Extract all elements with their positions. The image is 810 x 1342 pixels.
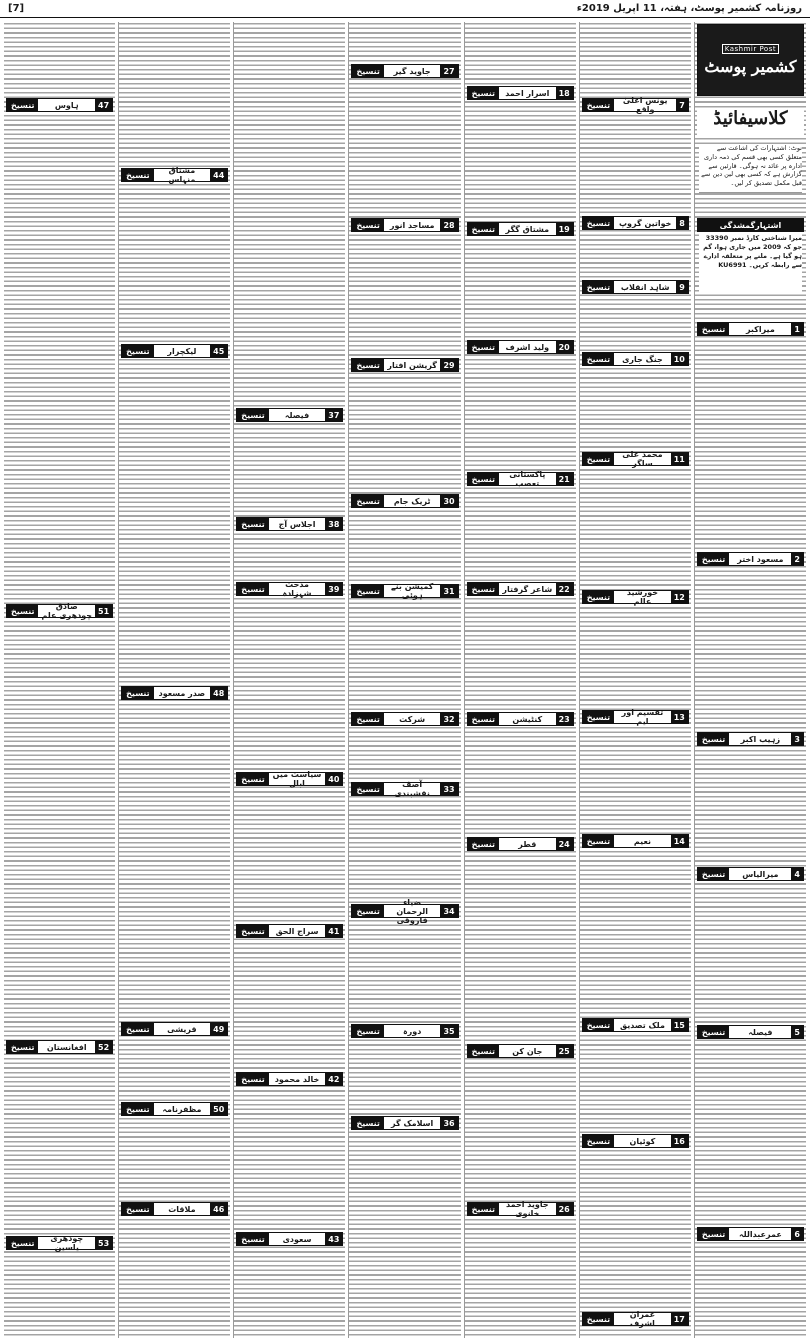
entry-name: سراج الحق bbox=[275, 926, 319, 936]
entry-label: تنسیخ bbox=[237, 583, 268, 595]
entry-name: سعودی bbox=[282, 1234, 312, 1244]
entry-header bbox=[467, 837, 574, 851]
entry-header bbox=[236, 408, 343, 422]
entry-label: تنسیخ bbox=[237, 518, 268, 530]
entry-number: 42 bbox=[325, 1073, 342, 1085]
entry-header bbox=[121, 344, 228, 358]
entry-name: مساجد انور bbox=[389, 220, 435, 230]
entry-number: 25 bbox=[556, 1045, 573, 1057]
entry-header bbox=[582, 1134, 689, 1148]
entry-name: شاہد انقلاب bbox=[620, 282, 670, 292]
entry-number: 31 bbox=[440, 585, 457, 597]
entry-name: عمرعبداللہ bbox=[738, 1229, 782, 1239]
entry-header bbox=[6, 604, 113, 618]
entry-header bbox=[697, 1227, 804, 1241]
entry-number: 39 bbox=[325, 583, 342, 595]
entry-header bbox=[236, 517, 343, 531]
entry-name: مشتاق گگر bbox=[505, 224, 550, 234]
entry-header bbox=[582, 1312, 689, 1326]
column-7 bbox=[4, 22, 115, 1338]
entry-header bbox=[467, 340, 574, 354]
entry-label: تنسیخ bbox=[698, 1026, 729, 1038]
ads-section-title: اشتہارگمشدگی bbox=[697, 218, 804, 232]
entry-number: 24 bbox=[556, 838, 573, 850]
entry-header bbox=[697, 867, 804, 881]
masthead-logo bbox=[697, 24, 804, 96]
entry-label: تنسیخ bbox=[583, 281, 614, 293]
entry-number: 51 bbox=[95, 605, 112, 617]
entry-number: 53 bbox=[95, 1237, 112, 1249]
entry-header bbox=[582, 710, 689, 724]
entry-header bbox=[121, 168, 228, 182]
entry-label: تنسیخ bbox=[698, 553, 729, 565]
entry-name: شاعر گرفتار bbox=[502, 584, 553, 594]
column-1 bbox=[694, 22, 806, 1338]
entry-name: اسلامک گر bbox=[391, 1118, 434, 1128]
page-number: [7] bbox=[8, 3, 25, 14]
entry-name: مسعود اختر bbox=[737, 554, 784, 564]
entry-name: شرکت bbox=[399, 714, 426, 724]
entry-number: 47 bbox=[95, 99, 112, 111]
entry-header bbox=[467, 1202, 574, 1216]
entry-label: تنسیخ bbox=[237, 1073, 268, 1085]
entry-name: قریشی bbox=[167, 1024, 197, 1034]
entry-label: تنسیخ bbox=[237, 409, 268, 421]
notice-text: نوٹ: اشتہارات کی اشاعت سے متعلق کسی بھی قسم کی ذمہ داری ادارہ پر عائد نہ ہوگی۔ قارئین سے گزارش ہے کہ کسی بھی لین دین سے قبل مکمل تصدیق کر لیں۔ bbox=[699, 144, 802, 193]
entry-name: مظفرنامہ bbox=[162, 1104, 202, 1114]
entry-header bbox=[236, 1072, 343, 1086]
logo-urdu: کشمیر پوسٹ bbox=[704, 57, 797, 76]
entry-name: خالد محمود bbox=[274, 1074, 320, 1084]
entry-number: 43 bbox=[325, 1233, 342, 1245]
logo-english: Kashmir Post bbox=[722, 44, 779, 54]
entry-header bbox=[582, 590, 689, 604]
entry-number: 8 bbox=[676, 217, 688, 229]
entry-header bbox=[351, 494, 458, 508]
entry-name: مشتاق منہاس bbox=[168, 166, 196, 184]
entry-header bbox=[6, 98, 113, 112]
entry-name: جاوید گیر bbox=[393, 66, 431, 76]
column-4 bbox=[348, 22, 460, 1338]
entry-header bbox=[697, 732, 804, 746]
entry-number: 46 bbox=[210, 1203, 227, 1215]
entry-name: ولید اشرف bbox=[505, 342, 550, 352]
entry-name: مدحت شہزادہ bbox=[282, 580, 312, 598]
entry-number: 36 bbox=[440, 1117, 457, 1129]
entry-label: تنسیخ bbox=[352, 359, 383, 371]
entry-number: 26 bbox=[556, 1203, 573, 1215]
entry-number: 7 bbox=[676, 99, 688, 111]
entry-header bbox=[582, 452, 689, 466]
entry-header bbox=[697, 1025, 804, 1039]
entry-number: 9 bbox=[676, 281, 688, 293]
entry-name: یونس اعلیٰ واقع bbox=[622, 96, 668, 114]
entry-header bbox=[582, 98, 689, 112]
entry-name: فیصلہ bbox=[284, 410, 310, 420]
entry-name: میرالیاس bbox=[742, 869, 779, 879]
entry-name: جنگ جاری bbox=[622, 354, 663, 364]
entry-header bbox=[351, 897, 458, 925]
entry-header bbox=[582, 216, 689, 230]
entry-name: جان کن bbox=[512, 1046, 543, 1056]
entry-label: تنسیخ bbox=[468, 583, 499, 595]
entry-label: تنسیخ bbox=[468, 1203, 499, 1215]
entry-number: 10 bbox=[671, 353, 688, 365]
entry-label: تنسیخ bbox=[468, 473, 499, 485]
entry-label: تنسیخ bbox=[352, 495, 383, 507]
entry-header bbox=[351, 1116, 458, 1130]
entry-header bbox=[121, 1102, 228, 1116]
entry-header bbox=[582, 834, 689, 848]
entry-number: 34 bbox=[440, 905, 457, 917]
entry-header bbox=[236, 772, 343, 786]
text-body bbox=[234, 22, 345, 1338]
entry-header bbox=[351, 712, 458, 726]
entry-label: تنسیخ bbox=[122, 1203, 153, 1215]
entry-number: 13 bbox=[671, 711, 688, 723]
entry-number: 15 bbox=[671, 1019, 688, 1031]
column-3 bbox=[464, 22, 576, 1338]
entry-number: 23 bbox=[556, 713, 573, 725]
entry-name: سیاست میں ابال bbox=[272, 770, 322, 788]
entry-number: 22 bbox=[556, 583, 573, 595]
entry-label: تنسیخ bbox=[352, 783, 383, 795]
entry-label: تنسیخ bbox=[352, 905, 383, 917]
entry-label: تنسیخ bbox=[352, 1025, 383, 1037]
entry-label: تنسیخ bbox=[237, 773, 268, 785]
entry-header bbox=[236, 1232, 343, 1246]
entry-label: تنسیخ bbox=[698, 868, 729, 880]
entry-name: زہیب اکبر bbox=[740, 734, 781, 744]
entry-header bbox=[6, 1040, 113, 1054]
entry-name: میراکبر bbox=[745, 324, 775, 334]
entry-label: تنسیخ bbox=[468, 713, 499, 725]
text-body bbox=[119, 22, 230, 1338]
entry-name: خواتین گروپ bbox=[619, 218, 672, 228]
date-line: روزنامہ کشمیر پوسٹ، ہفتہ، 11 اپریل 2019ء bbox=[576, 3, 802, 14]
text-body bbox=[4, 22, 115, 1338]
entry-header bbox=[582, 1018, 689, 1032]
entry-label: تنسیخ bbox=[698, 733, 729, 745]
entry-name: گریشن افتار bbox=[387, 360, 437, 370]
entry-label: تنسیخ bbox=[122, 345, 153, 357]
entry-name: محمد علی ساگر bbox=[622, 450, 663, 468]
entry-label: تنسیخ bbox=[583, 99, 614, 111]
entry-label: تنسیخ bbox=[583, 453, 614, 465]
entry-name: چودھری یاسین bbox=[50, 1234, 84, 1252]
entry-label: تنسیخ bbox=[583, 353, 614, 365]
column-5 bbox=[233, 22, 345, 1338]
entry-name: کنٹیشن bbox=[512, 714, 543, 724]
entry-number: 41 bbox=[325, 925, 342, 937]
entry-label: تنسیخ bbox=[122, 1023, 153, 1035]
entry-name: کوئیان bbox=[629, 1136, 656, 1146]
entry-number: 37 bbox=[325, 409, 342, 421]
entry-number: 1 bbox=[791, 323, 803, 335]
entry-label: تنسیخ bbox=[698, 323, 729, 335]
ads-section-text: میرا شناختی کارڈ نمبر 33390 جو کہ 2009 میں جاری ہوا، گم ہو گیا ہے۔ ملنے پر متعلقہ ادارے سے رابطہ کریں۔ KU6991 bbox=[699, 234, 802, 294]
entry-number: 2 bbox=[791, 553, 803, 565]
entry-header bbox=[582, 280, 689, 294]
entry-number: 35 bbox=[440, 1025, 457, 1037]
entry-number: 40 bbox=[325, 773, 342, 785]
entry-number: 52 bbox=[95, 1041, 112, 1053]
entry-header bbox=[121, 686, 228, 700]
entry-label: تنسیخ bbox=[468, 838, 499, 850]
entry-header bbox=[697, 552, 804, 566]
entry-name: جاوید احمد خانوی bbox=[505, 1200, 549, 1218]
entry-number: 3 bbox=[791, 733, 803, 745]
entry-label: تنسیخ bbox=[352, 219, 383, 231]
entry-label: تنسیخ bbox=[237, 925, 268, 937]
entry-header bbox=[467, 582, 574, 596]
entry-name: ملاقات bbox=[168, 1204, 196, 1214]
entry-number: 33 bbox=[440, 783, 457, 795]
entry-label: تنسیخ bbox=[583, 1019, 614, 1031]
entry-label: تنسیخ bbox=[583, 835, 614, 847]
entry-number: 19 bbox=[556, 223, 573, 235]
entry-label: تنسیخ bbox=[468, 1045, 499, 1057]
entry-number: 12 bbox=[671, 591, 688, 603]
entry-number: 29 bbox=[440, 359, 457, 371]
entry-label: تنسیخ bbox=[7, 1237, 38, 1249]
entry-header bbox=[467, 86, 574, 100]
entry-name: قطر bbox=[518, 839, 537, 849]
entry-name: صادق چودھری علم bbox=[41, 602, 92, 620]
entry-label: تنسیخ bbox=[7, 1041, 38, 1053]
entry-header bbox=[582, 352, 689, 366]
columns-container bbox=[4, 22, 806, 1338]
entry-name: دورہ bbox=[402, 1026, 422, 1036]
entry-header bbox=[351, 218, 458, 232]
entry-label: تنسیخ bbox=[468, 223, 499, 235]
entry-number: 48 bbox=[210, 687, 227, 699]
entry-number: 17 bbox=[671, 1313, 688, 1325]
text-body bbox=[465, 22, 576, 1338]
entry-label: تنسیخ bbox=[122, 1103, 153, 1115]
entry-label: تنسیخ bbox=[583, 1313, 614, 1325]
entry-number: 16 bbox=[671, 1135, 688, 1147]
entry-number: 20 bbox=[556, 341, 573, 353]
entry-header bbox=[467, 472, 574, 486]
entry-label: تنسیخ bbox=[583, 1135, 614, 1147]
entry-name: اسرار احمد bbox=[505, 88, 550, 98]
entry-header bbox=[467, 1044, 574, 1058]
entry-header bbox=[351, 358, 458, 372]
entry-name: ہاوس bbox=[54, 100, 79, 110]
entry-number: 30 bbox=[440, 495, 457, 507]
entry-number: 28 bbox=[440, 219, 457, 231]
entry-name: فیصلہ bbox=[748, 1027, 773, 1037]
entry-label: تنسیخ bbox=[352, 65, 383, 77]
entry-header bbox=[6, 1236, 113, 1250]
entry-name: تقسیم اور ایم bbox=[621, 708, 664, 726]
entry-header bbox=[467, 712, 574, 726]
entry-label: تنسیخ bbox=[352, 713, 383, 725]
entry-number: 14 bbox=[671, 835, 688, 847]
entry-label: تنسیخ bbox=[698, 1228, 729, 1240]
entry-name: ٹریک جام bbox=[393, 496, 431, 506]
entry-number: 49 bbox=[210, 1023, 227, 1035]
entry-label: تنسیخ bbox=[583, 591, 614, 603]
entry-number: 4 bbox=[791, 868, 803, 880]
entry-header bbox=[236, 582, 343, 596]
entry-label: تنسیخ bbox=[7, 99, 38, 111]
column-2 bbox=[579, 22, 691, 1338]
entry-number: 44 bbox=[210, 169, 227, 181]
entry-number: 18 bbox=[556, 87, 573, 99]
entry-name: نعیم bbox=[633, 836, 651, 846]
entry-label: تنسیخ bbox=[237, 1233, 268, 1245]
entry-label: تنسیخ bbox=[468, 341, 499, 353]
entry-number: 50 bbox=[210, 1103, 227, 1115]
entry-number: 27 bbox=[440, 65, 457, 77]
entry-header bbox=[351, 782, 458, 796]
entry-label: تنسیخ bbox=[122, 687, 153, 699]
entry-name: خورشید عالم bbox=[626, 588, 659, 606]
entry-label: تنسیخ bbox=[583, 711, 614, 723]
entry-name: صدر مسعود bbox=[158, 688, 206, 698]
entry-number: 21 bbox=[556, 473, 573, 485]
entry-label: تنسیخ bbox=[7, 605, 38, 617]
entry-name: کمیشن بنے ہوئی bbox=[390, 582, 434, 600]
entry-header bbox=[467, 222, 574, 236]
entry-header bbox=[351, 64, 458, 78]
entry-number: 5 bbox=[791, 1026, 803, 1038]
entry-number: 45 bbox=[210, 345, 227, 357]
column-6 bbox=[118, 22, 230, 1338]
entry-label: تنسیخ bbox=[122, 169, 153, 181]
entry-number: 11 bbox=[671, 453, 688, 465]
entry-name: اجلاس آج bbox=[278, 519, 316, 529]
page-header bbox=[0, 0, 810, 18]
entry-label: تنسیخ bbox=[583, 217, 614, 229]
entry-number: 6 bbox=[791, 1228, 803, 1240]
entry-name: پاکستانی تعصب bbox=[509, 470, 546, 488]
entry-name: عمران اشرف bbox=[629, 1310, 656, 1328]
entry-label: تنسیخ bbox=[352, 1117, 383, 1129]
entry-name: لیکچرار bbox=[167, 346, 197, 356]
entry-header bbox=[351, 584, 458, 598]
entry-name: ملک تصدیق bbox=[619, 1020, 665, 1030]
entry-header bbox=[121, 1202, 228, 1216]
entry-name: ضیاء الرحمان فاروقی bbox=[396, 897, 428, 925]
entry-number: 38 bbox=[325, 518, 342, 530]
entry-label: تنسیخ bbox=[468, 87, 499, 99]
entry-header bbox=[121, 1022, 228, 1036]
entry-name: آصف نقشبندی bbox=[394, 780, 430, 798]
entry-label: تنسیخ bbox=[352, 585, 383, 597]
entry-name: افغانستان bbox=[46, 1042, 87, 1052]
entry-number: 32 bbox=[440, 713, 457, 725]
entry-header bbox=[236, 924, 343, 938]
section-title: کلاسیفائیڈ bbox=[697, 108, 804, 138]
entry-header bbox=[697, 322, 804, 336]
entry-header bbox=[351, 1024, 458, 1038]
